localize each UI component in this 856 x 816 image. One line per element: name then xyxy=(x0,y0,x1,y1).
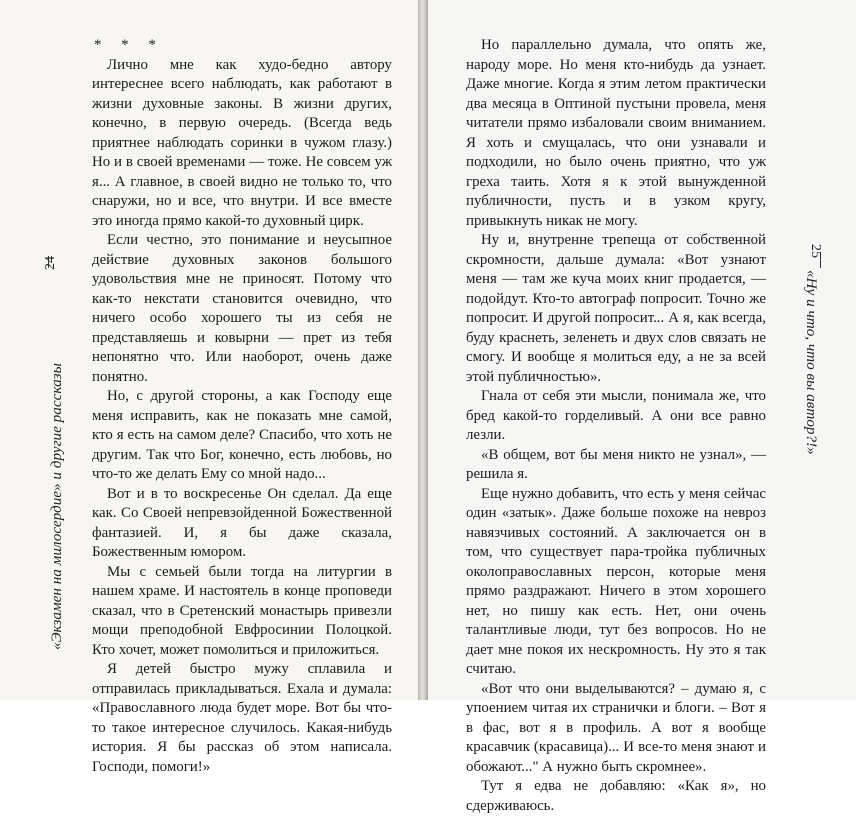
left-page-text xyxy=(92,36,392,777)
right-page xyxy=(428,0,856,814)
running-head: «Экзамен на милосердие» и другие рассказы xyxy=(48,363,65,650)
paragraph: Тут я едва не добавляю: «Как я», но сдерживаюсь. xyxy=(466,778,766,814)
paragraph: Мы с семьей были тогда на литургии в нашем храме. И настоятель в конце проповеди сказал, что в Сретенский монастырь привезли мощи преподобной Евфросинии Полоцкой. Кто хочет, может помолиться и приложиться. xyxy=(92,563,392,658)
paragraph: Вот и в то воскресенье Он сделал. Да еще как. Со Своей непревзойденной Божественной фантазией. И, я бы даже сказала, Божественным юмором. xyxy=(92,485,392,560)
paragraph: Ну и, внутренне трепеща от собственной скромности, дальше думала: «Вот узнают меня — там же куча моих книг продается, — подойдут. Кто-то автограф попросит. Точно же попросит. И другой попросит... А я, как всегда, буду краснеть, зеленеть и двух слов связать не смогу. И вообще я молиться еду, а не за всей этой публичностью». xyxy=(466,232,766,385)
paragraph: Но, с другой стороны, а как Господу еще меня исправить, как не показать мне самой, кто я есть на самом деле? Спасибо, что хоть не другим. Так что Бог, конечно, есть любовь, но что-то же делать Ему со мной надо... xyxy=(92,388,392,482)
paragraph: Но параллельно думала, что опять же, народу море. Но меня кто-нибудь да узнает. Даже многие. Когда я этим летом практически два месяца в Оптиной пустыни провела, меня читатели прямо избаловали своим вниманием. Я хоть и смущалась, что они узнавали и подходили, но было очень приятно, что уж греха таить. Хотя я к этой вынужденной публичности, пусть и в узком кругу, привыкнуть никак не могу. xyxy=(466,37,766,229)
paragraph: Я детей быстро мужу сплавила и отправилась прикладываться. Ехала и думала: «Православного люда будет море. Вот бы что-то такое интересное случилось. Какая-нибудь история. Я бы рассказ об этом написала. Господи, помоги!» xyxy=(92,661,392,775)
paragraph: Если честно, это понимание и неусыпное действие духовных законов большого удовольствия мне не приносят. Потому что как-то некстати становится очевидно, что ничего особо хорошего ты из себя не представляешь и ковырни — прет из тебя непонятно что. Или наоборот, очень даже понятно. xyxy=(92,232,392,385)
paragraph: «Вот что они выделываются? – думаю я, с упоением читая их странички и блоги. – Вот я в фас, вот я в профиль. А вот я вообще красавчик (красавица)... И все-то меня знают и обожают..." А нужно быть скромнее». xyxy=(466,680,766,775)
paragraph: Еще нужно добавить, что есть у меня сейчас один «затык». Даже больше похоже на невроз навязчивых состояний. А заключается он в том, что существует пара-тройка публичных околоправославных персон, которые меня прямо раздражают. Ничего в этом хорошего нет, но пишу как есть. Нет, они очень талантливые люди, тут без вопросов. Но не дает мне покоя их нескромность. Ну это я так считаю. xyxy=(466,485,766,677)
paragraph: Гнала от себя эти мысли, понимала же, что бред какой-то горделивый. А они все равно лезли. xyxy=(466,388,766,443)
page-number: 24 xyxy=(43,256,58,270)
book-gutter xyxy=(418,0,428,700)
section-ornament: * * * xyxy=(94,37,164,53)
paragraph: «В общем, вот бы меня никто не узнал», — решила я. xyxy=(466,446,766,482)
paragraph: Лично мне как худо-бедно автору интереснее всего наблюдать, как работают в жизни духовные законы. В жизни других, конечно, в первую очередь. (Всегда ведь приятнее наблюдать соринки в чужом глазу.) Но и в своей временами — тоже. Не совсем уж я... А главное, в своей видно не только то, что снаружи, но и все, что внутри. И все вместе это иногда прямо какой-то духовный цирк. xyxy=(92,56,392,229)
left-page xyxy=(0,0,418,775)
right-page-text xyxy=(466,36,766,816)
running-head: «Ну и что, что вы автор?!» xyxy=(803,270,820,455)
page-number: 25 xyxy=(808,244,823,258)
